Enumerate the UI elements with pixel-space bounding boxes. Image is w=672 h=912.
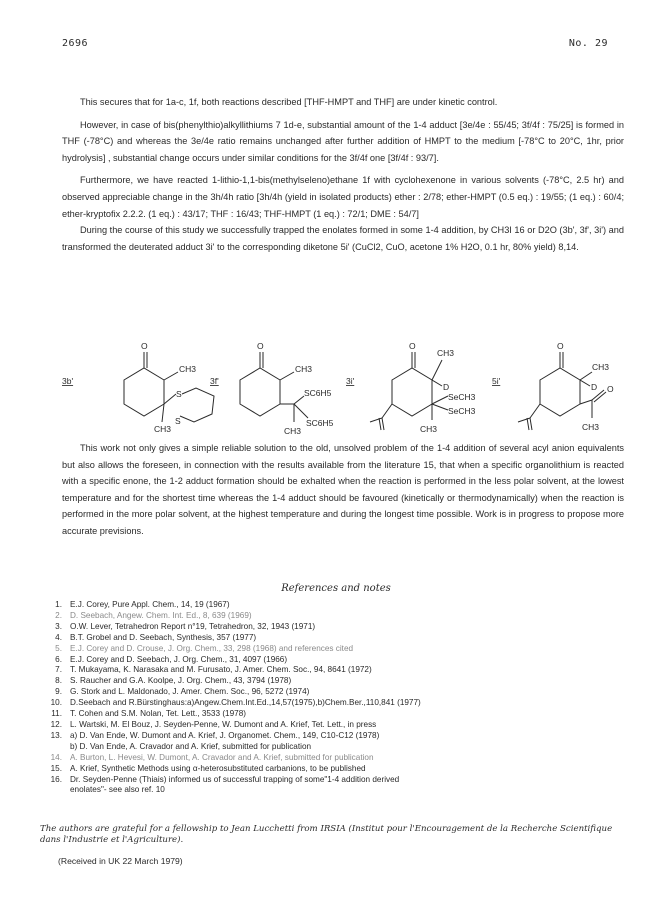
reference-item: 8. S. Raucher and G.A. Koolpe, J. Org. Chem., 43, 3794 (1978) xyxy=(55,676,292,686)
reference-item-continuation: b) D. Van Ende, A. Cravador and A. Krief, submitted for publication xyxy=(70,741,312,751)
reference-item: 11. T. Cohen and S.M. Nolan, Tet. Lett., 3533 (1978) xyxy=(51,709,246,719)
reference-item: 9. G. Stork and L. Maldonado, J. Amer. Chem. Soc., 96, 5272 (1974) xyxy=(55,687,310,697)
atom-methyl: CH3 xyxy=(154,424,172,434)
reference-item: 6. E.J. Corey and D. Seebach, J. Org. Chem., 31, 4097 (1966) xyxy=(55,654,288,664)
atom-methylseleno: SeCH3 xyxy=(448,406,476,416)
atom-sulfur: S xyxy=(175,416,181,426)
atom-methylseleno: SeCH3 xyxy=(448,392,476,402)
atom-deuterium: D xyxy=(443,382,450,392)
reference-item: 12. L. Wartski, M. El Bouz, J. Seyden-Penne, W. Dumont and A. Krief, Tet. Lett., in press xyxy=(50,719,377,729)
reference-item: 2. D. Seebach, Angew. Chem. Int. Ed., 8, 639 (1969) xyxy=(55,610,252,620)
atom-sulfur: S xyxy=(176,389,182,399)
reference-item: 7. T. Mukayama, K. Narasaka and M. Furusato, J. Amer. Chem. Soc., 94, 8641 (1972) xyxy=(55,665,372,675)
body-text-upper xyxy=(62,94,624,255)
atom-methyl: CH3 xyxy=(284,426,302,436)
reference-item: 3. O.W. Lever, Tetrahedron Report n°19, Tetrahedron, 32, 1943 (1971) xyxy=(55,621,316,631)
paragraph-kinetic-control: This secures that for 1a-c, 1f, both reactions described [THF-HMPT and THF] are under kinetic control. xyxy=(80,97,498,107)
received-date: (Received in UK 22 March 1979) xyxy=(58,856,183,866)
atom-methyl: CH3 xyxy=(295,364,313,374)
atom-phenylthio: SC6H5 xyxy=(306,418,334,428)
atom-oxygen: O xyxy=(257,341,264,351)
compound-label-5i: 5i' xyxy=(492,376,501,386)
reference-item: 14. A. Burton, L. Hevesi, W. Dumont, A. Cravador and A. Krief, submitted for publication xyxy=(50,752,374,762)
atom-oxygen: O xyxy=(607,384,614,394)
paragraph-enolate-trapping: During the course of this study we successfully trapped the enolates formed in some 1-4 addition, by CH3I 16 or D2O (3b', 3f', 3i') and transformed the deuterated adduct 3i' to the corresponding diketone 5i' (CuCl2, CuO, acetone 1% H2O, 0.1 hr, 80% yield) 8,14. xyxy=(62,225,624,252)
atom-methyl: CH3 xyxy=(437,348,455,358)
reference-item: 16. Dr. Seyden-Penne (Thiais) informed us of successful trapping of some"1-4 addition derived xyxy=(50,774,400,784)
reference-item-continuation: enolates"- see also ref. 10 xyxy=(70,785,165,795)
references-heading: References and notes xyxy=(281,583,391,594)
paragraph-methylseleno: Furthermore, we have reacted 1-lithio-1,1-bis(methylseleno)ethane 1f with cyclohexenone in various solvents (-78°C, 2.5 hr) and observed appreciable change in the 3h/4h ratio [3h/4h (yield in isolated products) ether : 2/78; ether-HMPT (0.5 eq.) : 19/55; (1 eq.) : 60/4; ether-kryptofix 2.2.2. (1 eq.) : 43/17; THF : 16/43; THF-HMPT (1 eq.) : 72/1; DME : 54/7] xyxy=(62,175,624,219)
page-number: 2696 xyxy=(62,38,89,49)
paragraph-bis-phenylthio: However, in case of bis(phenylthio)alkyllithiums 7 1d-e, substantial amount of the 1-4 adduct [3e/4e : 55/45; 3f/4f : 75/25] is formed in THF (-78°C) and whereas the 3e/4e ratio remains unchanged after further addition of HMPT to the medium [-78°C to 20°C, 1hr, prior hydrolysis] , substantial change occurs under similar conditions for the 3f/4f one [3f/4f : 93/7]. xyxy=(62,119,624,163)
reference-item: 1. E.J. Corey, Pure Appl. Chem., 14, 19 (1967) xyxy=(55,600,230,609)
reference-item: 13. a) D. Van Ende, W. Dumont and A. Krief, J. Organomet. Chem., 149, C10-C12 (1978) xyxy=(50,730,380,740)
compound-label-3i: 3i' xyxy=(346,376,355,386)
chemical-structures xyxy=(62,338,622,438)
atom-methyl: CH3 xyxy=(582,422,600,432)
reference-item: 5. E.J. Corey and D. Crouse, J. Org. Chem., 33, 298 (1968) and references cited xyxy=(55,643,354,653)
atom-methyl: CH3 xyxy=(420,424,438,434)
atom-phenylthio: SC6H5 xyxy=(304,388,332,398)
reference-item: 10. D.Seebach and R.Bürstinghaus:a)Angew.Chem.Int.Ed.,14,57(1975),b)Chem.Ber.,110,841 (1977) xyxy=(50,698,421,708)
reference-item: 15. A. Krief, Synthetic Methods using α-heterosubstituted carbanions, to be published xyxy=(50,763,366,773)
atom-methyl: CH3 xyxy=(179,364,197,374)
reference-item: 4. B.T. Grobel and D. Seebach, Synthesis, 357 (1977) xyxy=(55,632,257,642)
references-list xyxy=(40,600,630,796)
atom-oxygen: O xyxy=(141,341,148,351)
compound-label-3b: 3b' xyxy=(62,376,74,386)
atom-oxygen: O xyxy=(557,341,564,351)
compound-label-3f: 3f' xyxy=(210,376,219,386)
atom-oxygen: O xyxy=(409,341,416,351)
journal-issue-number: No. 29 xyxy=(568,38,608,49)
atom-methyl: CH3 xyxy=(592,362,610,372)
acknowledgement: The authors are grateful for a fellowship to Jean Lucchetti from IRSIA (Institut pour l'Encouragement de la Recherche Scientifique dans l'Industrie et l'Agriculture). xyxy=(40,824,613,845)
paragraph-conclusion: This work not only gives a simple reliable solution to the old, unsolved problem of the 1-4 addition of several acyl anion equivalents but also allows the foreseen, in connection with the results available from the literature 15, that when a specific organolithium is reacted with a specific enone, the 1-2 adduct formation should be exhalted when the reaction is performed in the less polar solvent, at the lowest temperature and for the shortest time whereas the 1-4 adduct should be favoured (kinetically or thermodynamically) when the reaction is performed in the more polar solvent, at the highest temperature and during the longest time possible. Work is in progress to propose more accurate previsions. xyxy=(62,443,624,536)
atom-deuterium: D xyxy=(591,382,598,392)
body-text-lower xyxy=(62,440,624,540)
